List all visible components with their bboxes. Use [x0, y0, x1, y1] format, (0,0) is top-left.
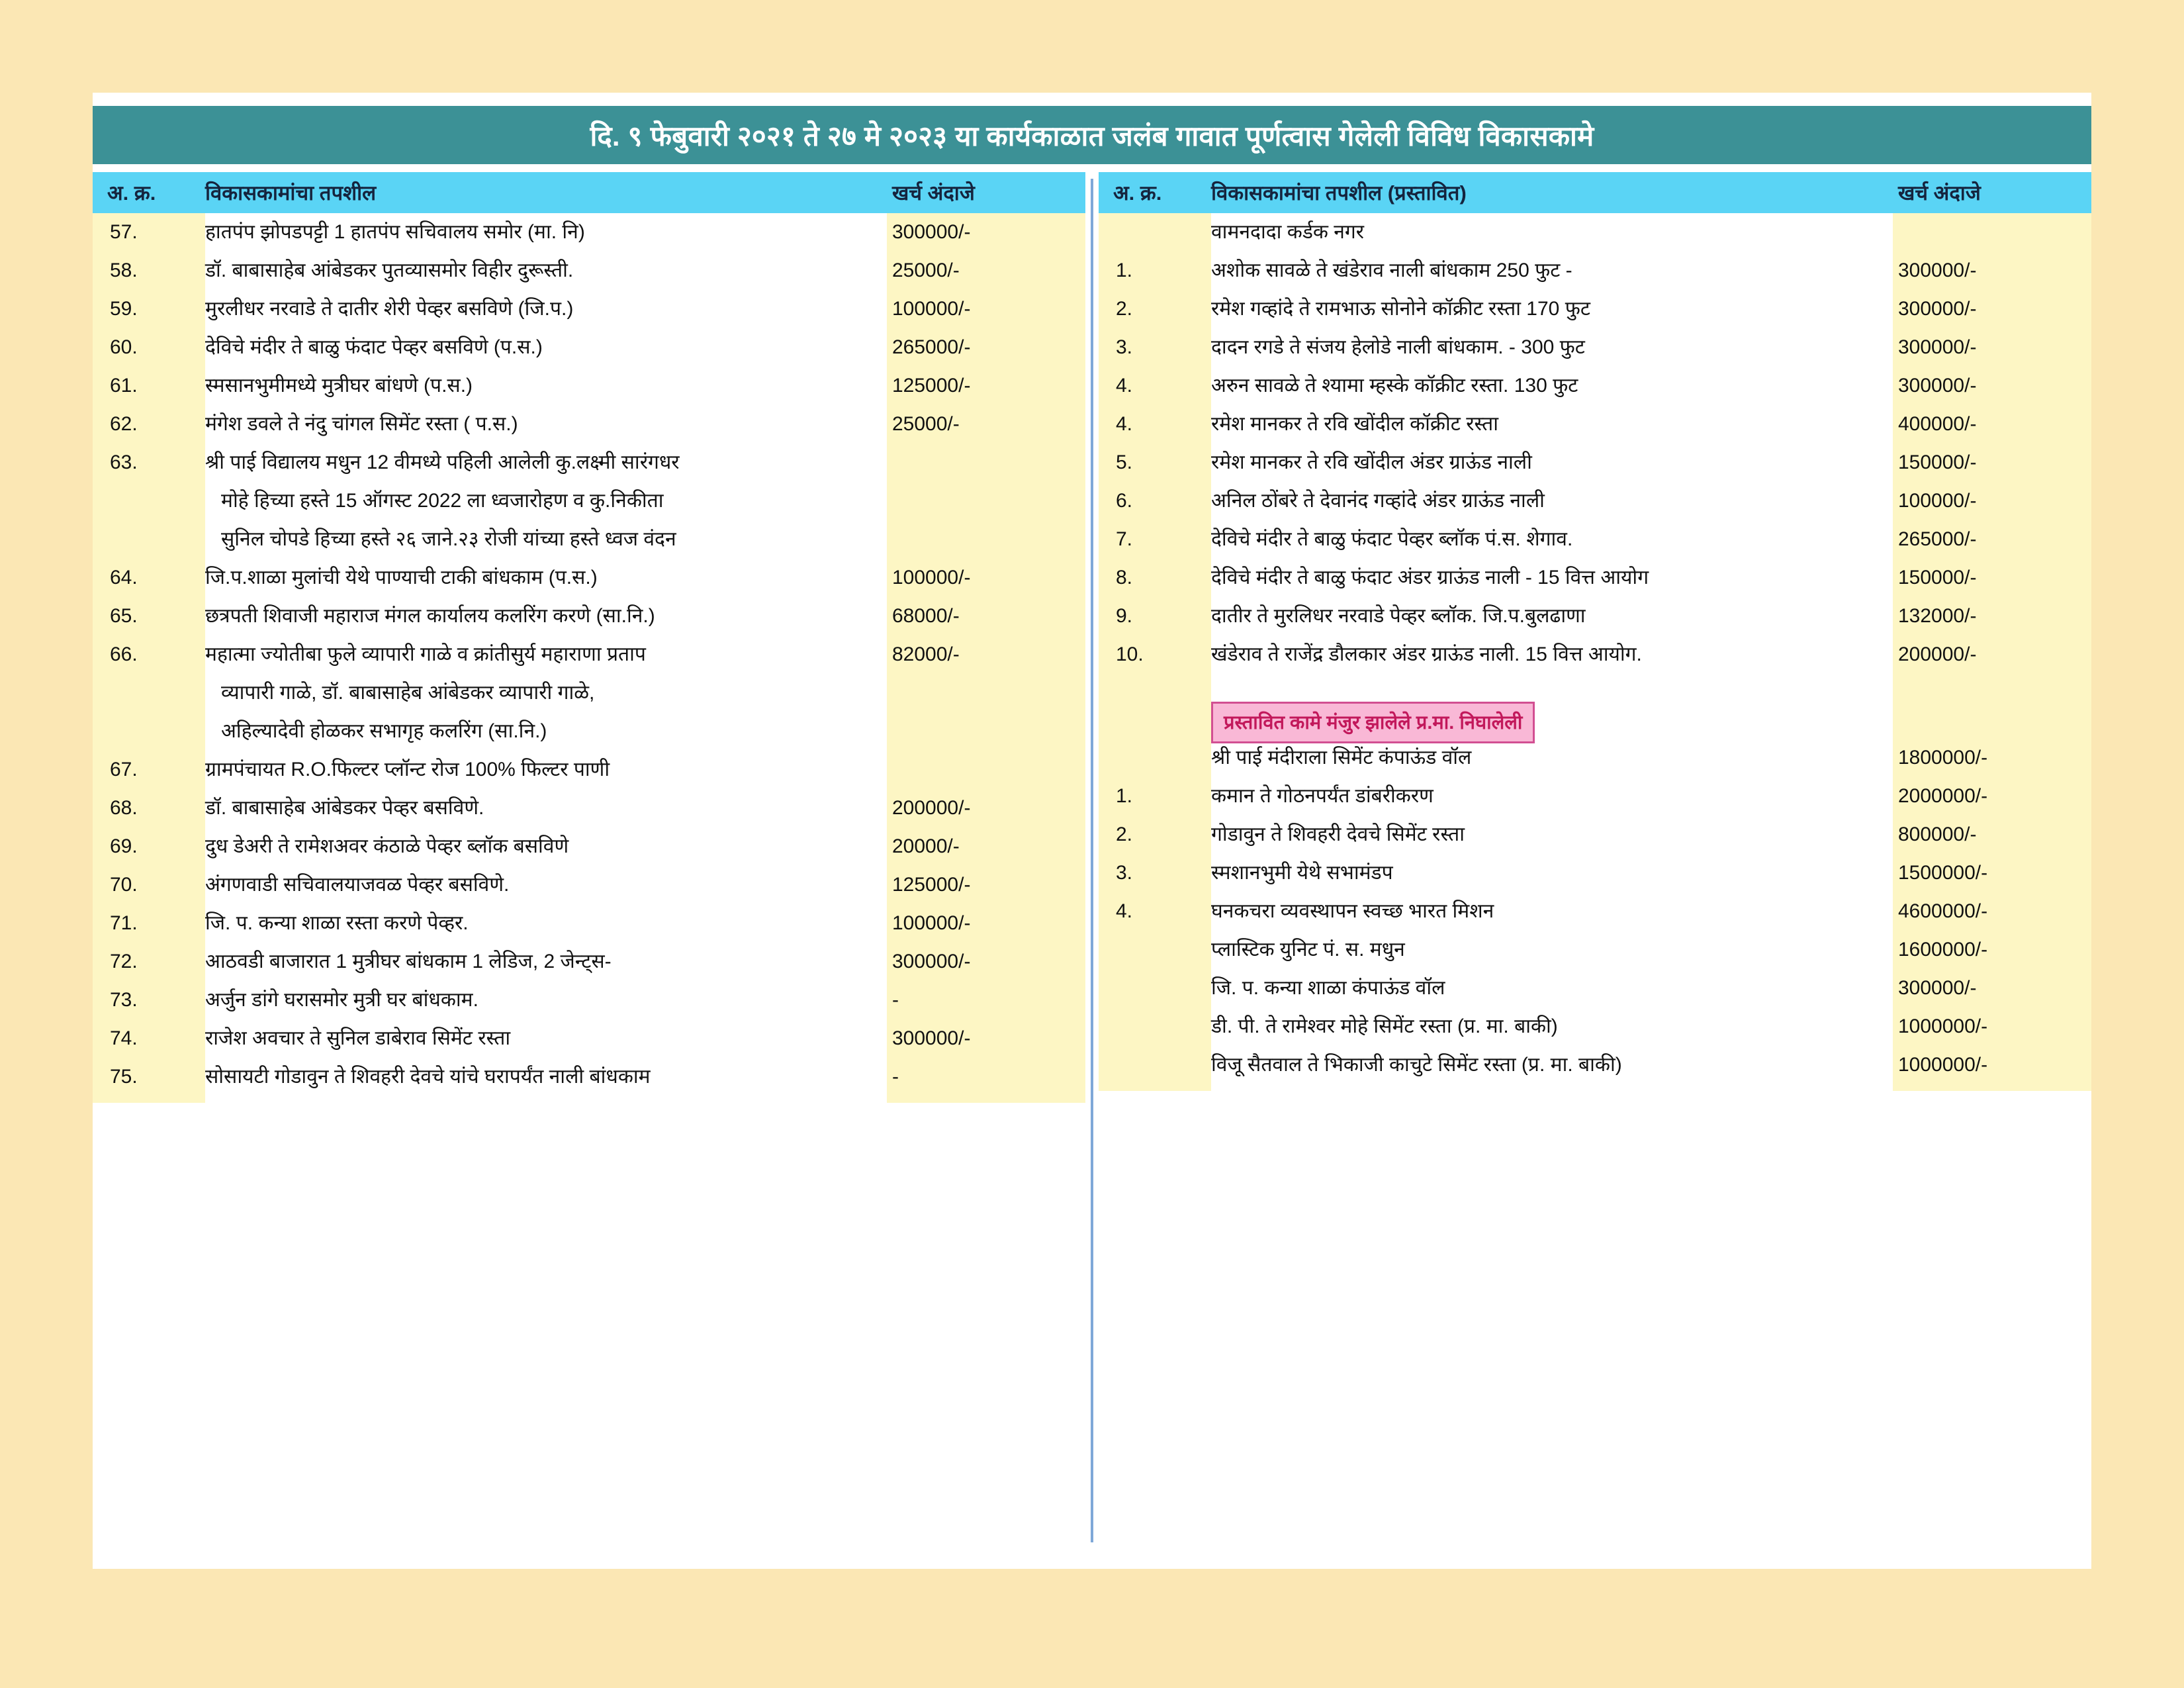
table-row [1099, 861, 2091, 899]
left-rows [93, 213, 1085, 1103]
table-row [1099, 1014, 2091, 1053]
row-spacer [1099, 680, 2091, 699]
row-serial: 8. [1116, 567, 1133, 588]
row-serial: 7. [1116, 528, 1133, 550]
row-description: अरुन सावळे ते श्यामा म्हस्के कॉक्रीट रस्ता. 130 फुट [1211, 375, 1578, 397]
row-description: जि.प.शाळा मुलांची येथे पाण्याची टाकी बांधकाम (प.स.) [205, 567, 598, 588]
row-amount: 4600000/- [1898, 900, 1988, 922]
table-row [93, 757, 1085, 796]
left-table-body [93, 213, 1085, 1103]
row-description: सोसायटी गोडावुन ते शिवहरी देवचे यांचे घरापर्यंत नाली बांधकाम [205, 1066, 651, 1088]
table-row [1099, 565, 2091, 604]
row-serial: 66. [110, 643, 138, 665]
table-row [93, 604, 1085, 642]
row-amount: 100000/- [892, 567, 971, 588]
right-table-header [1099, 172, 2091, 213]
status-badge: प्रस्तावित कामे मंजुर झालेले प्र.मा. निघालेली [1211, 702, 1535, 743]
row-amount: 82000/- [892, 643, 960, 665]
left-header-description: विकासकामांचा तपशील [205, 181, 377, 205]
table-row [1099, 642, 2091, 680]
row-amount: 200000/- [892, 797, 971, 819]
row-amount: 1500000/- [1898, 862, 1988, 884]
row-amount: 800000/- [1898, 823, 1977, 845]
row-serial: 62. [110, 413, 138, 435]
right-header-description: विकासकामांचा तपशील (प्रस्तावित) [1211, 181, 1467, 205]
table-row [1099, 489, 2091, 527]
row-description: डी. पी. ते रामेश्वर मोहे सिमेंट रस्ता (प्र. मा. बाकी) [1211, 1015, 1558, 1037]
row-serial: 59. [110, 298, 138, 320]
row-serial: 6. [1116, 490, 1133, 512]
row-amount: 132000/- [1898, 605, 1977, 627]
table-row [1099, 527, 2091, 565]
table-row [93, 297, 1085, 335]
row-description: विजू सैतवाल ते भिकाजी काचुटे सिमेंट रस्ता (प्र. मा. बाकी) [1211, 1054, 1622, 1076]
table-row [93, 1026, 1085, 1064]
row-description: छत्रपती शिवाजी महाराज मंगल कार्यालय कलरिंग करणे (सा.नि.) [205, 605, 655, 627]
table-row [93, 872, 1085, 911]
row-amount: 400000/- [1898, 413, 1977, 435]
table-row [93, 834, 1085, 872]
table-row [93, 412, 1085, 450]
row-description: अशोक सावळे ते खंडेराव नाली बांधकाम 250 फुट - [1211, 259, 1572, 281]
table-row [93, 527, 1085, 565]
row-serial: 60. [110, 336, 138, 358]
left-header-amount: खर्च अंदाजे [892, 181, 975, 205]
row-amount: 300000/- [892, 221, 971, 243]
row-serial: 2. [1116, 823, 1133, 845]
row-description: अनिल ठोंबरे ते देवानंद गव्हांदे अंडर ग्राऊंड नाली [1211, 490, 1545, 512]
table-row [93, 450, 1085, 489]
row-amount: 25000/- [892, 259, 960, 281]
row-amount: 1800000/- [1898, 747, 1988, 769]
row-serial: 57. [110, 221, 138, 243]
table-row [1099, 297, 2091, 335]
row-serial: 58. [110, 259, 138, 281]
row-description: अहिल्यादेवी होळकर सभागृह कलरिंग (सा.नि.) [221, 720, 547, 742]
table-row [1099, 220, 2091, 258]
row-serial: 73. [110, 989, 138, 1011]
row-description: खंडेराव ते राजेंद्र डौलकार अंडर ग्राऊंड नाली. 15 वित्त आयोग. [1211, 643, 1642, 665]
table-row [93, 949, 1085, 988]
row-amount: - [892, 989, 899, 1011]
row-description: रमेश गव्हांदे ते रामभाऊ सोनोने कॉक्रीट रस्ता 170 फुट [1211, 298, 1590, 320]
row-serial: 72. [110, 951, 138, 972]
right-header-sr: अ. क्र. [1113, 181, 1162, 205]
row-description: श्री पाई मंदीराला सिमेंट कंपाऊंड वॉल [1211, 747, 1472, 769]
row-amount: 150000/- [1898, 451, 1977, 473]
row-description: हातपंप झोपडपट्टी 1 हातपंप सचिवालय समोर (मा. नि) [205, 221, 585, 243]
row-description: अर्जुन डांगे घरासमोर मुत्री घर बांधकाम. [205, 989, 478, 1011]
row-description: डॉ. बाबासाहेब आंबेडकर पेव्हर बसविणे. [205, 797, 484, 819]
row-description: देविचे मंदीर ते बाळु फंदाट पेव्हर बसविणे (प.स.) [205, 336, 543, 358]
row-amount: 300000/- [1898, 259, 1977, 281]
right-column [1099, 172, 2091, 1103]
left-column [93, 172, 1085, 1103]
row-description: गोडावुन ते शिवहरी देवचे सिमेंट रस्ता [1211, 823, 1465, 845]
row-amount: 300000/- [1898, 977, 1977, 999]
row-description: आठवडी बाजारात 1 मुत्रीघर बांधकाम 1 लेडिज, 2 जेन्ट्स- [205, 951, 612, 972]
row-description: दादन रगडे ते संजय हेलोडे नाली बांधकाम. - 300 फुट [1211, 336, 1585, 358]
row-serial: 5. [1116, 451, 1133, 473]
row-description: मंगेश डवले ते नंदु चांगल सिमेंट रस्ता ( प.स.) [205, 413, 518, 435]
row-description: ग्रामपंचायत R.O.फिल्टर प्लॉन्ट रोज 100% फिल्टर पाणी [205, 759, 610, 780]
table-row [93, 565, 1085, 604]
row-amount: 300000/- [892, 1027, 971, 1049]
row-serial: 64. [110, 567, 138, 588]
row-serial: 75. [110, 1066, 138, 1088]
table-row [1099, 604, 2091, 642]
table-row [93, 680, 1085, 719]
row-description: अंगणवाडी सचिवालयाजवळ पेव्हर बसविणे. [205, 874, 510, 896]
right-header-amount: खर्च अंदाजे [1898, 181, 1981, 205]
row-amount: 125000/- [892, 375, 971, 397]
row-description: स्मशानभुमी येथे सभामंडप [1211, 862, 1393, 884]
row-description: मुरलीधर नरवाडे ते दातीर शेरी पेव्हर बसविणे (जि.प.) [205, 298, 574, 320]
table-row [93, 489, 1085, 527]
row-serial: 71. [110, 912, 138, 934]
row-serial: 70. [110, 874, 138, 896]
page-title: दि. ९ फेबुवारी २०२१ ते २७ मे २०२३ या कार्यकाळात जलंब गावात पूर्णत्वास गेलेली विविध विकासकामे [590, 120, 1594, 152]
columns-container [93, 172, 2091, 1103]
row-description: दुध डेअरी ते रामेशअवर कंठाळे पेव्हर ब्लॉक बसविणे [205, 835, 569, 857]
row-description: जि. प. कन्या शाळा रस्ता करणे पेव्हर. [205, 912, 469, 934]
row-serial: 1. [1116, 259, 1133, 281]
row-amount: 300000/- [1898, 336, 1977, 358]
row-amount: 20000/- [892, 835, 960, 857]
table-row [1099, 412, 2091, 450]
document-page [93, 93, 2091, 1569]
row-amount: 100000/- [892, 298, 971, 320]
row-description: मोहे हिच्या हस्ते 15 ऑगस्ट 2022 ला ध्वजारोहण व कु.निकीता [221, 490, 664, 512]
table-row [1099, 784, 2091, 822]
row-serial: 74. [110, 1027, 138, 1049]
row-description: रमेश मानकर ते रवि खोंदील कॉक्रीट रस्ता [1211, 413, 1499, 435]
row-description: स्मसानभुमीमध्ये मुत्रीघर बांधणे (प.स.) [205, 375, 473, 397]
row-description: देविचे मंदीर ते बाळु फंदाट पेव्हर ब्लॉक पं.स. शेगाव. [1211, 528, 1573, 550]
row-description: जि. प. कन्या शाळा कंपाऊंड वॉल [1211, 977, 1445, 999]
row-amount: 300000/- [892, 951, 971, 972]
row-serial: 3. [1116, 336, 1133, 358]
row-amount: 100000/- [892, 912, 971, 934]
table-row [1099, 373, 2091, 412]
row-serial: 3. [1116, 862, 1133, 884]
row-description: घनकचरा व्यवस्थापन स्वच्छ भारत मिशन [1211, 900, 1494, 922]
table-row [1099, 745, 2091, 784]
table-row [1099, 937, 2091, 976]
row-amount: 300000/- [1898, 298, 1977, 320]
row-serial: 69. [110, 835, 138, 857]
row-description: रमेश मानकर ते रवि खोंदील अंडर ग्राऊंड नाली [1211, 451, 1532, 473]
table-row [93, 642, 1085, 680]
row-amount: 265000/- [892, 336, 971, 358]
table-row [93, 988, 1085, 1026]
left-header-sr: अ. क्र. [107, 181, 156, 205]
row-description: राजेश अवचार ते सुनिल डाबेराव सिमेंट रस्ता [205, 1027, 511, 1049]
row-amount: 125000/- [892, 874, 971, 896]
table-row [1099, 1053, 2091, 1091]
row-serial: 61. [110, 375, 138, 397]
row-description: देविचे मंदीर ते बाळु फंदाट अंडर ग्राऊंड नाली - 15 वित्त आयोग [1211, 567, 1649, 588]
row-amount: 25000/- [892, 413, 960, 435]
row-serial: 9. [1116, 605, 1133, 627]
row-serial: 68. [110, 797, 138, 819]
table-row [93, 796, 1085, 834]
table-row [93, 719, 1085, 757]
row-serial: 4. [1116, 413, 1133, 435]
row-amount: 300000/- [1898, 375, 1977, 397]
table-row [1099, 258, 2091, 297]
table-row [93, 911, 1085, 949]
row-description: डॉ. बाबासाहेब आंबेडकर पुतव्यासमोर विहीर दुरूस्ती. [205, 259, 574, 281]
row-description: कमान ते गोठनपर्यंत डांबरीकरण [1211, 785, 1433, 807]
row-amount: 100000/- [1898, 490, 1977, 512]
row-description: महात्मा ज्योतीबा फुले व्यापारी गाळे व क्रांतीसुर्य महाराणा प्रताप [205, 643, 646, 665]
row-description: वामनदादा कर्डक नगर [1211, 221, 1365, 243]
table-row [93, 220, 1085, 258]
row-amount: 1600000/- [1898, 939, 1988, 961]
table-row [1099, 822, 2091, 861]
row-amount: - [892, 1066, 899, 1088]
row-amount: 265000/- [1898, 528, 1977, 550]
table-row [1099, 450, 2091, 489]
row-amount: 200000/- [1898, 643, 1977, 665]
row-amount: 150000/- [1898, 567, 1977, 588]
right-rows [1099, 213, 2091, 1091]
row-description: प्लास्टिक युनिट पं. स. मधुन [1211, 939, 1405, 961]
row-description: व्यापारी गाळे, डॉ. बाबासाहेब आंबेडकर व्यापारी गाळे, [221, 682, 595, 704]
row-serial: 2. [1116, 298, 1133, 320]
row-serial: 10. [1116, 643, 1144, 665]
table-row [93, 1064, 1085, 1103]
row-serial: 65. [110, 605, 138, 627]
table-row [93, 373, 1085, 412]
row-amount: 68000/- [892, 605, 960, 627]
row-serial: 1. [1116, 785, 1133, 807]
row-serial: 67. [110, 759, 138, 780]
row-serial: 63. [110, 451, 138, 473]
document-title-bar [93, 106, 2091, 164]
row-amount: 1000000/- [1898, 1015, 1988, 1037]
row-description: दातीर ते मुरलिधर नरवाडे पेव्हर ब्लॉक. जि.प.बुलढाणा [1211, 605, 1586, 627]
row-serial: 4. [1116, 375, 1133, 397]
table-row [1099, 976, 2091, 1014]
table-row [1099, 335, 2091, 373]
row-description: सुनिल चोपडे हिच्या हस्ते २६ जाने.२३ रोजी यांच्या हस्ते ध्वज वंदन [221, 528, 676, 550]
row-amount: 1000000/- [1898, 1054, 1988, 1076]
row-amount: 2000000/- [1898, 785, 1988, 807]
approved-works-badge-row [1099, 699, 2091, 745]
table-row [1099, 899, 2091, 937]
table-row [93, 335, 1085, 373]
row-description: श्री पाई विद्यालय मधुन 12 वीमध्ये पहिली आलेली कु.लक्ष्मी सारंगधर [205, 451, 680, 473]
right-table-body [1099, 213, 2091, 1091]
row-serial: 4. [1116, 900, 1133, 922]
left-table-header [93, 172, 1085, 213]
table-row [93, 258, 1085, 297]
